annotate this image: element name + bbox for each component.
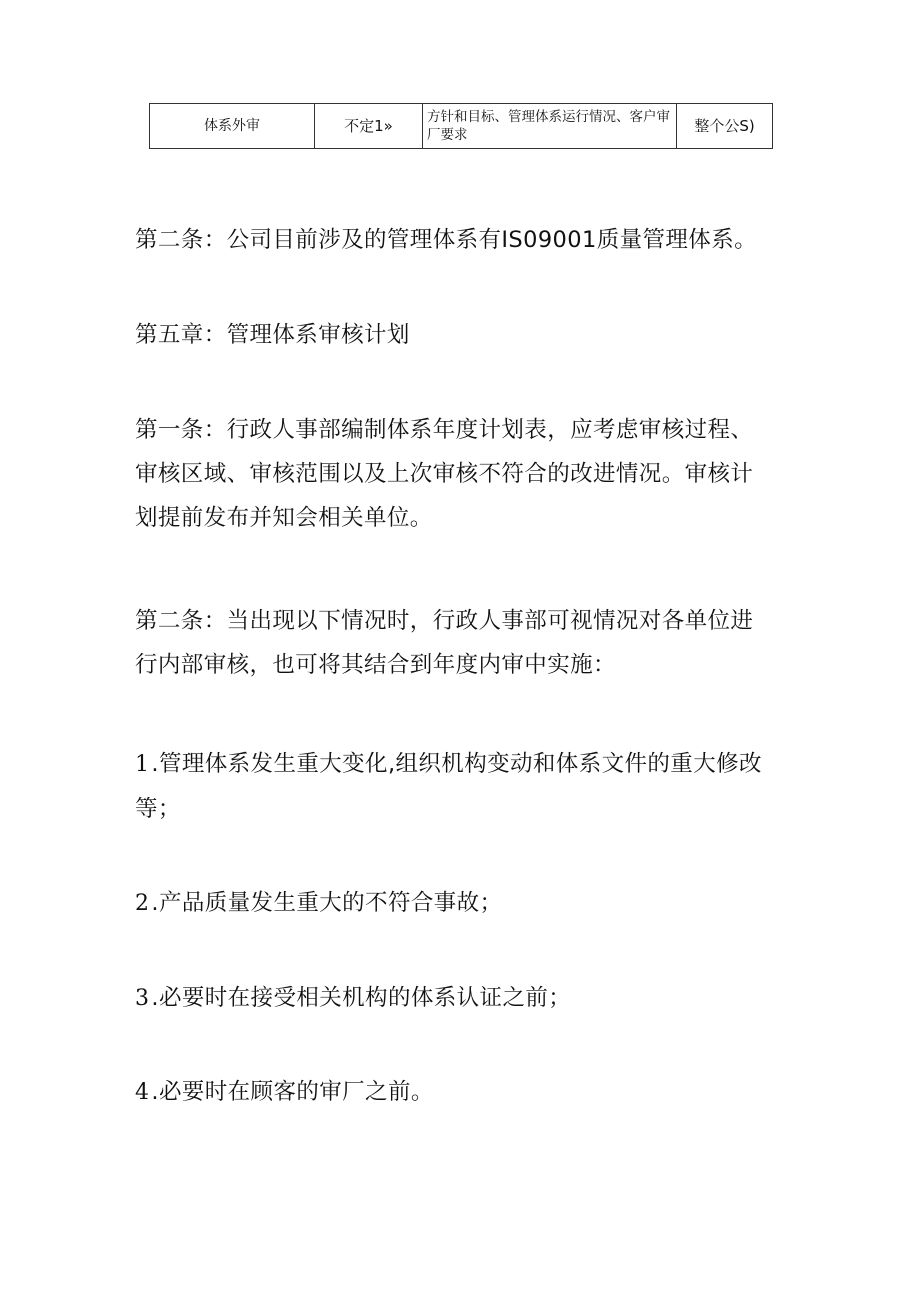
list-number: 4 [135,1080,150,1105]
list-item [135,742,775,831]
list-item [135,1070,775,1115]
article-annual-plan: 第一条：行政人事部编制体系年度计划表，应考虑审核过程、审核区域、审核范围以及上次审核不符合的改进情况。审核计划提前发布并知会相关单位。 [135,417,754,531]
list-text: .管理体系发生重大变化,组织机构变动和体系文件的重大修改等； [135,751,762,822]
list-text: .必要时在顾客的审厂之前。 [151,1079,434,1105]
list-item [135,976,775,1021]
cell-content: 方针和目标、管理体系运行情况、客户审厂要求 [423,104,677,149]
cell-audit-type: 体系外审 [150,104,315,149]
list-number: 1 [135,752,150,777]
cell-scope: 整个公S) [677,104,773,149]
article-management-system: 第二条：公司目前涉及的管理体系有IS09001质量管理体系。 [135,227,757,253]
list-text: .产品质量发生重大的不符合事故； [151,890,503,916]
chapter-heading: 第五章：管理体系审核计划 [135,322,410,348]
table-row [150,104,773,149]
list-number: 3 [135,986,150,1011]
article-special-audit: 第二条：当出现以下情况时，行政人事部可视情况对各单位进行内部审核，也可将其结合到年度内审中实施： [135,608,754,678]
audit-table [149,103,773,149]
list-item [135,881,775,926]
list-number: 2 [135,891,150,916]
list-text: .必要时在接受相关机构的体系认证之前； [151,985,572,1011]
cell-frequency: 不定1» [315,104,423,149]
